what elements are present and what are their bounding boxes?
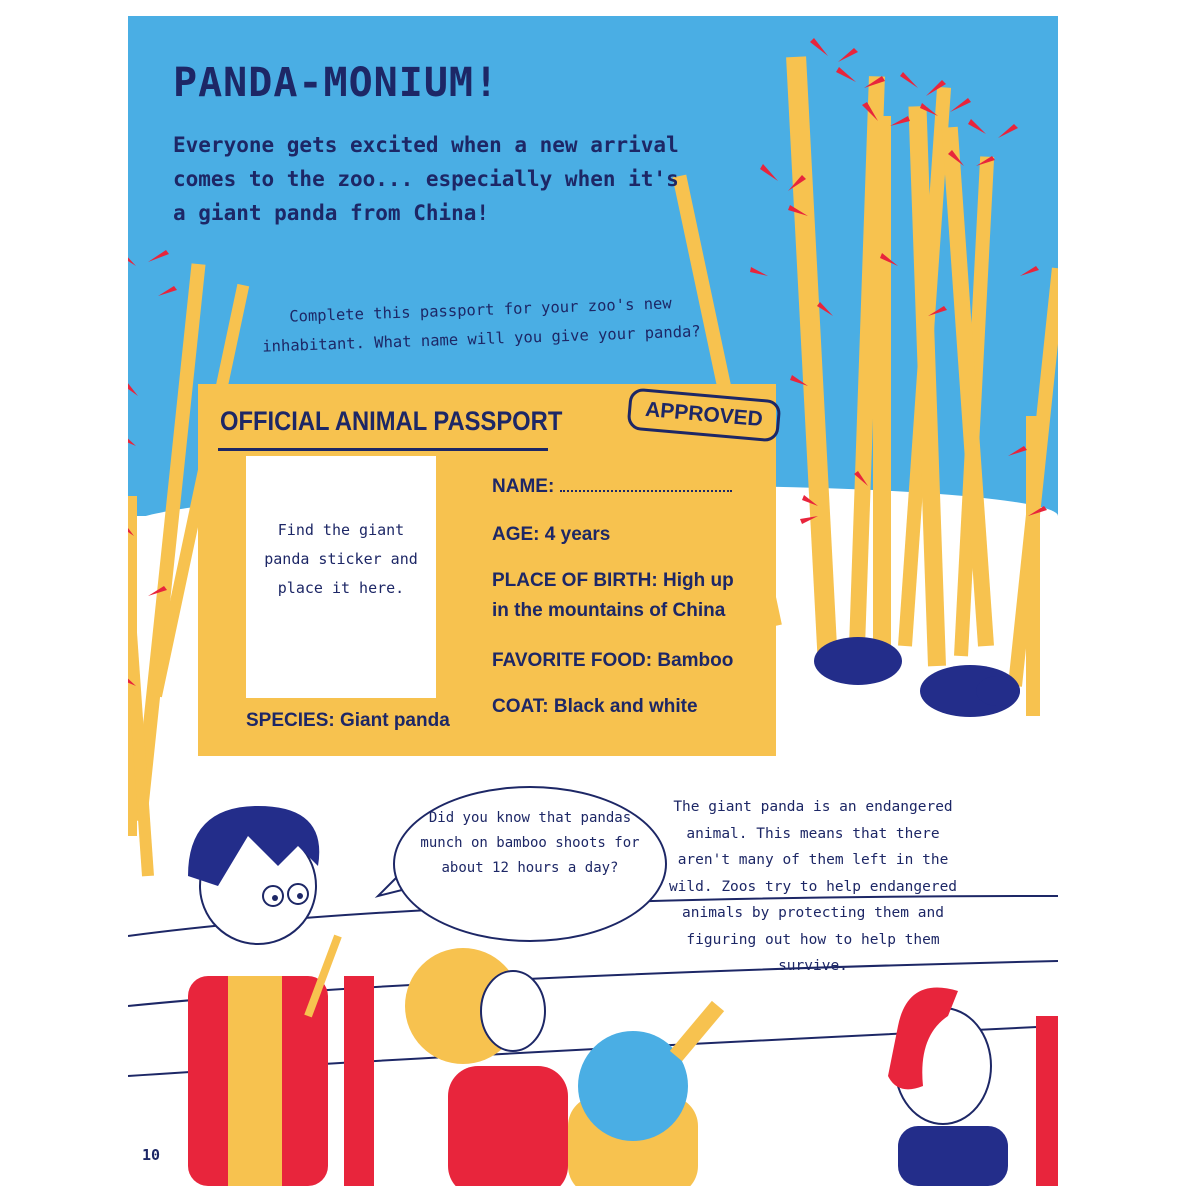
food-field <box>492 646 733 676</box>
age-field <box>492 520 610 550</box>
boy-red-hair-character <box>888 988 1008 1186</box>
sticker-placeholder[interactable] <box>246 456 436 698</box>
approved-stamp: APPROVED <box>626 387 781 442</box>
name-label: NAME: <box>492 476 555 497</box>
page-number: 10 <box>142 1146 161 1164</box>
girl-curly-character <box>405 948 568 1186</box>
coat-label: COAT: <box>492 696 549 717</box>
animal-passport-card <box>198 384 776 756</box>
speech-bubble-text: Did you know that pandas munch on bamboo shoots for about 12 hours a day? <box>420 810 640 876</box>
book-page <box>128 16 1058 1186</box>
sticker-instruction: Find the giant panda sticker and place it here. <box>264 521 418 597</box>
species-value: Giant panda <box>339 710 450 731</box>
passport-instruction: Complete this passport for your zoo's new inhabitant. What name will you give your panda? <box>261 294 701 356</box>
page-title: PANDA-MONIUM! <box>173 60 500 106</box>
coat-value: Black and white <box>553 696 698 717</box>
intro-text: Everyone gets excited when a new arrival comes to the zoo... especially when it's a giant panda from China! <box>173 133 679 225</box>
fence-post-right <box>1036 1016 1058 1186</box>
boy-character <box>188 806 338 1186</box>
child-blue-hair-character <box>568 1006 718 1186</box>
species-field <box>246 706 450 736</box>
fence-post-left <box>344 976 374 1186</box>
birth-value: High up in the mountains of China <box>492 570 734 621</box>
passport-title-underline <box>218 448 548 451</box>
rock-right-knob <box>976 676 1020 706</box>
speech-bubble <box>393 786 667 942</box>
species-label: SPECIES: <box>246 710 335 731</box>
rock-left <box>814 637 902 685</box>
coat-field <box>492 692 698 722</box>
birth-field <box>492 566 752 626</box>
name-field <box>492 472 732 502</box>
food-value: Bamboo <box>657 650 734 671</box>
food-label: FAVORITE FOOD: <box>492 650 653 671</box>
passport-title: OFFICIAL ANIMAL PASSPORT <box>220 406 563 436</box>
endangered-fact-text: The giant panda is an endangered animal. This means that there aren't many of them left in the wild. Zoos try to help endangered animals by protecting them and figuring out how to help them survive. <box>668 799 958 974</box>
age-label: AGE: <box>492 524 540 545</box>
birth-label: PLACE OF BIRTH: <box>492 570 658 591</box>
name-input-line[interactable] <box>560 476 732 492</box>
age-value: 4 years <box>544 524 611 545</box>
